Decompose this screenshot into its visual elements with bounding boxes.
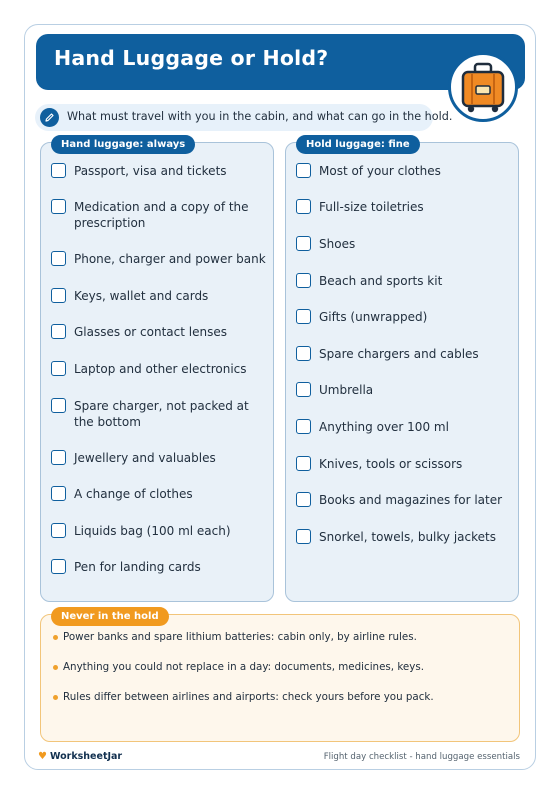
hold-luggage-label: Hold luggage: fine <box>296 135 420 154</box>
item-label: Full-size toiletries <box>319 200 424 214</box>
checkbox[interactable] <box>296 382 311 397</box>
checkbox[interactable] <box>51 450 66 465</box>
checkbox[interactable] <box>51 199 66 214</box>
suitcase-badge <box>448 52 518 122</box>
bullet-dot <box>53 635 58 640</box>
item-label: Shoes <box>319 237 356 251</box>
item-label: Phone, charger and power bank <box>74 252 266 266</box>
item-label: A change of clothes <box>74 487 193 501</box>
hand-luggage-label: Hand luggage: always <box>51 135 195 154</box>
item-label: Spare charger, not packed at the bottom <box>74 399 249 429</box>
checkbox[interactable] <box>296 309 311 324</box>
checkbox[interactable] <box>51 251 66 266</box>
item-label: Keys, wallet and cards <box>74 289 209 303</box>
brand-name: WorksheetJar <box>49 751 123 762</box>
never-in-hold-label: Never in the hold <box>51 607 169 626</box>
checkbox[interactable] <box>296 236 311 251</box>
bullet-text: Rules differ between airlines and airports: check yours before you pack. <box>63 691 434 703</box>
bullet-text: Anything you could not replace in a day: documents, medicines, keys. <box>63 661 424 673</box>
brand-logo <box>38 751 122 762</box>
checkbox[interactable] <box>296 419 311 434</box>
footer-note: Flight day checklist - hand luggage essentials <box>323 752 520 762</box>
item-label: Beach and sports kit <box>319 274 443 288</box>
pencil-icon <box>40 108 59 127</box>
hold-luggage-panel <box>285 139 519 602</box>
suitcase-icon <box>460 62 506 114</box>
page-title: Hand Luggage or Hold? <box>54 46 329 70</box>
checkbox[interactable] <box>296 163 311 178</box>
item-label: Umbrella <box>319 383 374 397</box>
bullet-dot <box>53 665 58 670</box>
hand-luggage-panel <box>40 139 274 602</box>
checkbox[interactable] <box>51 324 66 339</box>
item-label: Medication and a copy of the prescription <box>74 200 249 230</box>
checkbox[interactable] <box>51 361 66 376</box>
item-label: Spare chargers and cables <box>319 347 479 361</box>
item-label: Books and magazines for later <box>319 493 503 507</box>
checkbox[interactable] <box>51 523 66 538</box>
item-label: Passport, visa and tickets <box>74 164 227 178</box>
item-label: Gifts (unwrapped) <box>319 310 428 324</box>
checkbox[interactable] <box>296 456 311 471</box>
intro-banner <box>35 104 453 131</box>
bullet-text: Power banks and spare lithium batteries: cabin only, by airline rules. <box>63 631 417 643</box>
checkbox[interactable] <box>51 559 66 574</box>
item-label: Glasses or contact lenses <box>74 325 227 339</box>
checkbox[interactable] <box>296 529 311 544</box>
item-label: Snorkel, towels, bulky jackets <box>319 530 496 544</box>
checkbox[interactable] <box>51 163 66 178</box>
checkbox[interactable] <box>51 398 66 413</box>
never-in-hold-panel <box>40 611 520 742</box>
checkbox[interactable] <box>296 273 311 288</box>
checkbox[interactable] <box>296 492 311 507</box>
item-label: Anything over 100 ml <box>319 420 449 434</box>
checkbox[interactable] <box>51 288 66 303</box>
checkbox[interactable] <box>296 199 311 214</box>
item-label: Jewellery and valuables <box>74 451 216 465</box>
item-label: Pen for landing cards <box>74 560 201 574</box>
bullet-dot <box>53 695 58 700</box>
intro-text: What must travel with you in the cabin, and what can go in the hold. <box>67 110 453 123</box>
heart-icon: ♥ <box>38 751 47 762</box>
item-label: Most of your clothes <box>319 164 441 178</box>
item-label: Knives, tools or scissors <box>319 457 463 471</box>
checkbox[interactable] <box>51 486 66 501</box>
item-label: Liquids bag (100 ml each) <box>74 524 231 538</box>
checkbox[interactable] <box>296 346 311 361</box>
item-label: Laptop and other electronics <box>74 362 247 376</box>
